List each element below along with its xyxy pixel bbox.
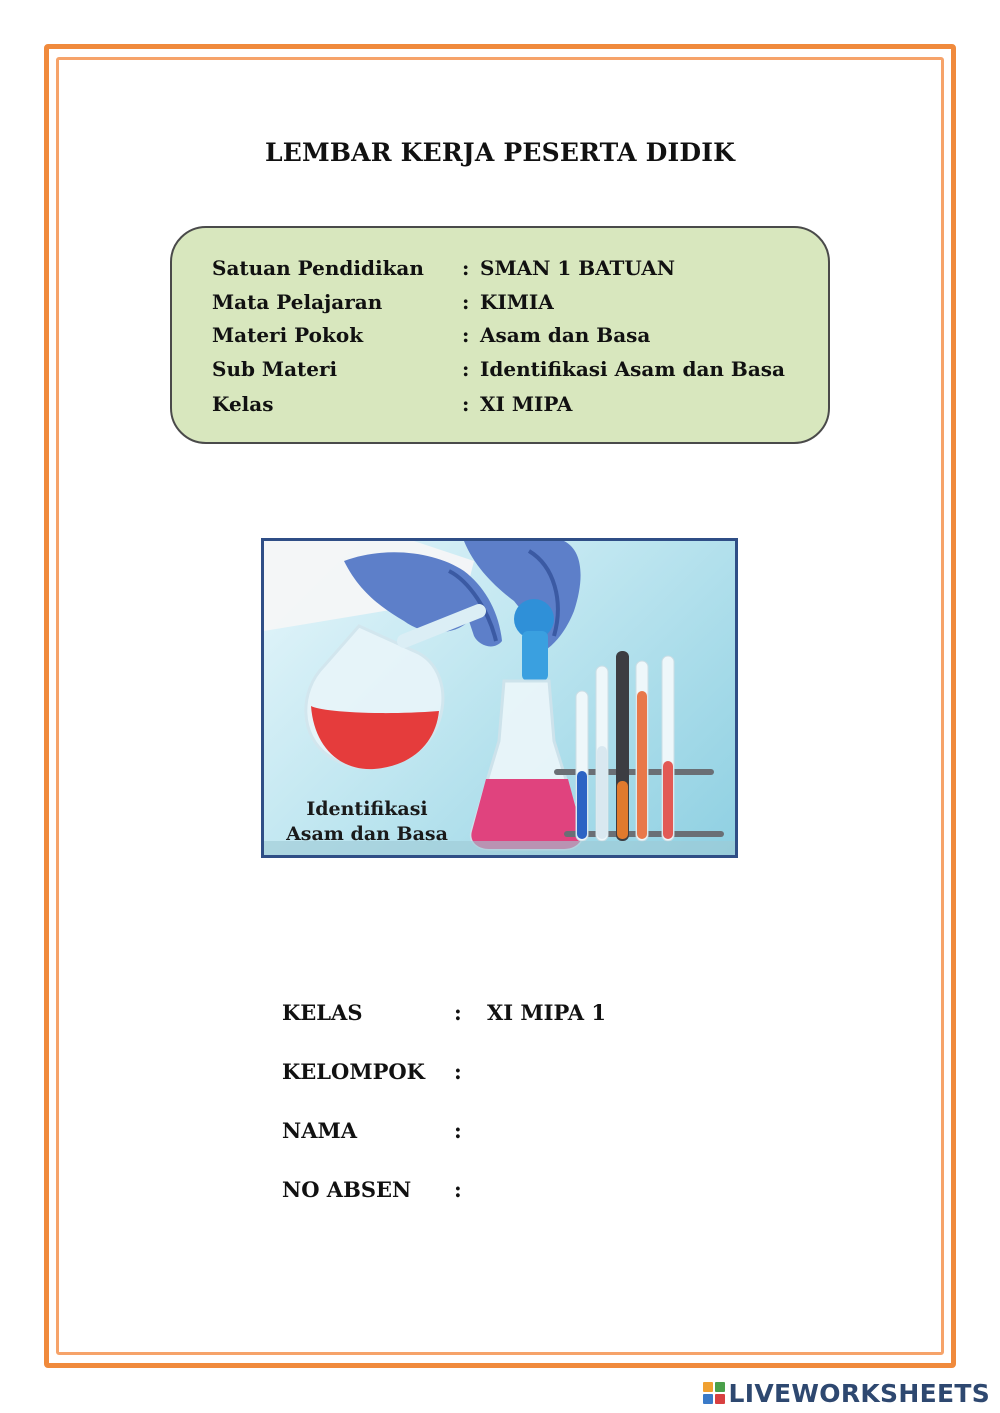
image-caption — [282, 797, 452, 847]
info-label: Materi Pokok — [212, 323, 364, 347]
form-label: KELAS — [282, 1000, 363, 1025]
brand-name: LIVEWORKSHEETS — [728, 1378, 990, 1408]
info-label: Mata Pelajaran — [212, 290, 383, 314]
identity-info-box — [170, 226, 830, 444]
form-label: NAMA — [282, 1118, 358, 1143]
info-value: SMAN 1 BATUAN — [480, 256, 676, 280]
info-label: Satuan Pendidikan — [212, 256, 424, 280]
form-colon: : — [454, 1000, 462, 1025]
info-value: Identifikasi Asam dan Basa — [480, 357, 786, 381]
info-label: Sub Materi — [212, 357, 338, 381]
form-colon: : — [454, 1177, 462, 1202]
caption-line-2: Asam dan Basa — [286, 823, 448, 845]
info-label: Kelas — [212, 392, 274, 416]
info-value: XI MIPA — [480, 392, 573, 416]
info-colon: : — [462, 323, 470, 347]
page-title: LEMBAR KERJA PESERTA DIDIK — [264, 138, 736, 167]
lab-glassware-image — [261, 538, 738, 858]
form-colon: : — [454, 1059, 462, 1084]
form-label: KELOMPOK — [282, 1059, 425, 1084]
info-colon: : — [462, 256, 470, 280]
info-value: Asam dan Basa — [480, 323, 651, 347]
liveworksheets-brand[interactable] — [703, 1378, 990, 1408]
liveworksheets-logo-icon — [703, 1382, 725, 1404]
info-colon: : — [462, 290, 470, 314]
form-value-kelas[interactable]: XI MIPA 1 — [487, 1000, 606, 1025]
form-label: NO ABSEN — [282, 1177, 412, 1202]
info-colon: : — [462, 392, 470, 416]
info-colon: : — [462, 357, 470, 381]
form-colon: : — [454, 1118, 462, 1143]
caption-line-1: Identifikasi — [306, 798, 428, 820]
info-value: KIMIA — [480, 290, 554, 314]
